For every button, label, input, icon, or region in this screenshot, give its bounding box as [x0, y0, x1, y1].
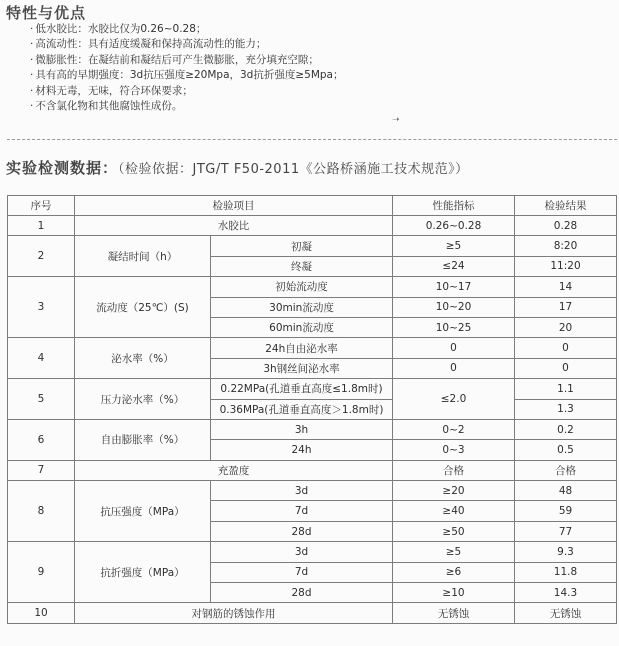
- test-item: 流动度（25℃）(S): [75, 277, 211, 338]
- result-value: 11.8: [515, 562, 617, 582]
- spec-value: ≥6: [393, 562, 515, 582]
- test-item: 泌水率（%）: [75, 338, 211, 379]
- spec-value: 0.26~0.28: [393, 216, 515, 236]
- test-subitem: 初凝: [211, 236, 393, 256]
- test-basis: （检验依据：JTG/T F50-2011《公路桥涵施工技术规范》）: [118, 162, 469, 177]
- spec-value: 无锈蚀: [393, 603, 515, 623]
- test-subitem: 0.22MPa(孔道垂直高度≤1.8m时): [211, 379, 393, 399]
- spec-value: ≥40: [393, 501, 515, 521]
- spec-value: ≥20: [393, 481, 515, 501]
- header-item: 检验项目: [75, 196, 393, 216]
- spec-value: 合格: [393, 460, 515, 480]
- result-value: 0.5: [515, 440, 617, 460]
- result-value: 77: [515, 521, 617, 541]
- test-item: 水胶比: [75, 216, 393, 236]
- test-subitem: 60min流动度: [211, 317, 393, 337]
- test-item: 凝结时间（h）: [75, 236, 211, 277]
- test-subitem: 初始流动度: [211, 277, 393, 297]
- spec-value: 10~17: [393, 277, 515, 297]
- features-list: [30, 22, 344, 114]
- features-title: 特性与优点: [6, 4, 87, 22]
- result-value: 0: [515, 358, 617, 378]
- table-row: [8, 338, 617, 358]
- result-value: 合格: [515, 460, 617, 480]
- row-number: 3: [8, 277, 75, 338]
- result-value: 59: [515, 501, 617, 521]
- table-row: [8, 216, 617, 236]
- section-divider: [7, 139, 617, 140]
- result-value: 14: [515, 277, 617, 297]
- table-row: [8, 603, 617, 623]
- spec-value: 0~2: [393, 419, 515, 439]
- result-value: 1.1: [515, 379, 617, 399]
- test-subitem: 3d: [211, 542, 393, 562]
- test-subitem: 24h自由泌水率: [211, 338, 393, 358]
- result-value: 1.3: [515, 399, 617, 419]
- feature-item: · 低水胶比：水胶比仅为0.26~0.28；: [30, 22, 344, 37]
- row-number: 7: [8, 460, 75, 480]
- test-subitem: 28d: [211, 521, 393, 541]
- spec-value: ≤24: [393, 256, 515, 276]
- test-item: 自由膨胀率（%）: [75, 419, 211, 460]
- table-row: [8, 379, 617, 399]
- result-value: 48: [515, 481, 617, 501]
- row-number: 1: [8, 216, 75, 236]
- row-number: 10: [8, 603, 75, 623]
- test-item: 抗压强度（MPa）: [75, 481, 211, 542]
- table-row: [8, 460, 617, 480]
- test-data-table: [7, 195, 617, 624]
- table-header-row: [8, 196, 617, 216]
- row-number: 9: [8, 542, 75, 603]
- header-result: 检验结果: [515, 196, 617, 216]
- scan-mark: ➝: [392, 115, 400, 125]
- table-row: [8, 481, 617, 501]
- result-value: 无锈蚀: [515, 603, 617, 623]
- result-value: 17: [515, 297, 617, 317]
- result-value: 9.3: [515, 542, 617, 562]
- result-value: 11:20: [515, 256, 617, 276]
- test-data-heading: 实验检测数据：: [6, 159, 119, 177]
- feature-item: · 具有高的早期强度：3d抗压强度≥20Mpa，3d抗折强度≥5Mpa；: [30, 68, 344, 83]
- row-number: 5: [8, 379, 75, 420]
- spec-value: ≤2.0: [393, 379, 515, 420]
- test-subitem: 3h钢丝间泌水率: [211, 358, 393, 378]
- test-subitem: 28d: [211, 583, 393, 603]
- result-value: 0.2: [515, 419, 617, 439]
- spec-value: ≥5: [393, 542, 515, 562]
- row-number: 2: [8, 236, 75, 277]
- row-number: 8: [8, 481, 75, 542]
- feature-item: · 微膨胀性：在凝结前和凝结后可产生微膨胀，充分填充空隙；: [30, 53, 344, 68]
- result-value: 0.28: [515, 216, 617, 236]
- result-value: 8:20: [515, 236, 617, 256]
- row-number: 6: [8, 419, 75, 460]
- table-row: [8, 419, 617, 439]
- test-subitem: 7d: [211, 562, 393, 582]
- result-value: 0: [515, 338, 617, 358]
- spec-value: 0~3: [393, 440, 515, 460]
- table-row: [8, 236, 617, 256]
- header-spec: 性能指标: [393, 196, 515, 216]
- test-subitem: 3h: [211, 419, 393, 439]
- test-item: 对钢筋的锈蚀作用: [75, 603, 393, 623]
- spec-value: ≥5: [393, 236, 515, 256]
- feature-item: · 高流动性：具有适度缓凝和保持高流动性的能力；: [30, 37, 344, 52]
- feature-item: · 材料无毒，无味，符合环保要求；: [30, 84, 344, 99]
- test-data-title: [6, 157, 469, 178]
- test-item: 抗折强度（MPa）: [75, 542, 211, 603]
- result-value: 20: [515, 317, 617, 337]
- test-subitem: 终凝: [211, 256, 393, 276]
- table-row: [8, 277, 617, 297]
- table-row: [8, 542, 617, 562]
- header-no: 序号: [8, 196, 75, 216]
- test-subitem: 30min流动度: [211, 297, 393, 317]
- test-item: 充盈度: [75, 460, 393, 480]
- spec-value: 0: [393, 338, 515, 358]
- test-subitem: 24h: [211, 440, 393, 460]
- spec-value: 0: [393, 358, 515, 378]
- spec-value: ≥50: [393, 521, 515, 541]
- spec-value: 10~20: [393, 297, 515, 317]
- result-value: 14.3: [515, 583, 617, 603]
- spec-value: ≥10: [393, 583, 515, 603]
- feature-item: · 不含氯化物和其他腐蚀性成份。: [30, 99, 344, 114]
- spec-value: 10~25: [393, 317, 515, 337]
- test-item: 压力泌水率（%）: [75, 379, 211, 420]
- test-subitem: 3d: [211, 481, 393, 501]
- test-subitem: 7d: [211, 501, 393, 521]
- row-number: 4: [8, 338, 75, 379]
- test-subitem: 0.36MPa(孔道垂直高度＞1.8m时): [211, 399, 393, 419]
